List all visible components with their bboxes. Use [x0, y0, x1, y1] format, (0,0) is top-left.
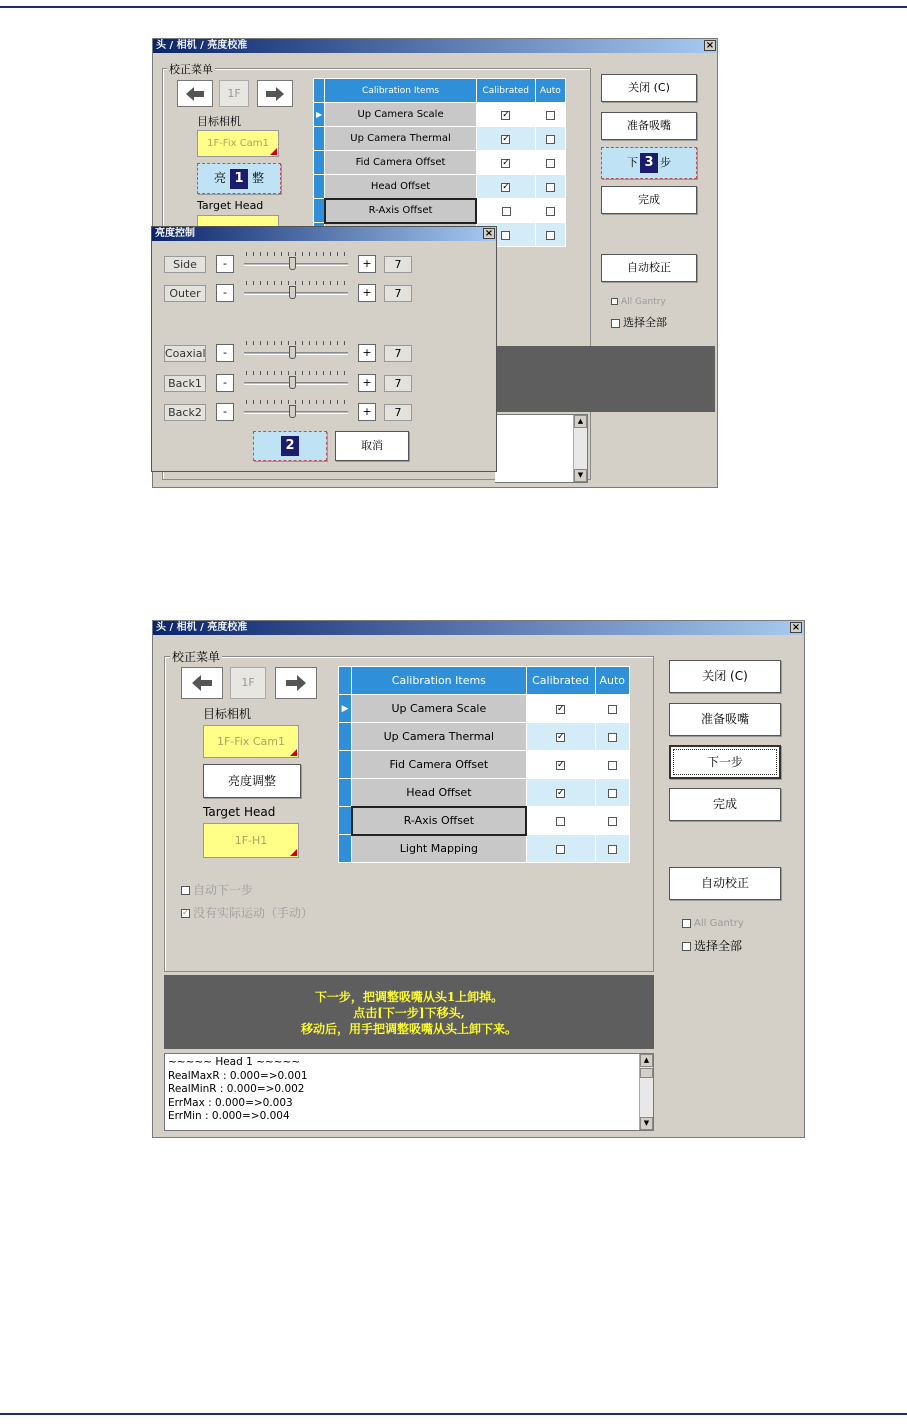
calibration-window-step1 [152, 38, 718, 488]
brightness-close-icon[interactable]: × [484, 228, 494, 239]
table-corner [314, 79, 325, 103]
close-icon[interactable]: × [705, 40, 715, 51]
col-header-auto: Auto [535, 79, 565, 103]
next-step-button[interactable] [601, 147, 697, 179]
floor-display: 1F [230, 667, 266, 699]
message-line: 移动后，用手把调整吸嘴从头上卸下来。 [300, 1022, 517, 1036]
log-box [164, 1053, 654, 1131]
step-marker-2: 2 [281, 436, 299, 456]
brightness-adjust-button[interactable]: 亮度调整 [203, 764, 301, 798]
next-step-button[interactable]: 下一步 [669, 745, 781, 779]
light-label-side: Side [164, 256, 206, 273]
select-all-label: 选择全部 [623, 316, 667, 329]
all-gantry-checkbox[interactable] [682, 918, 744, 929]
close-button[interactable]: 关闭 (C) [601, 74, 697, 102]
row-item: Head Offset [325, 175, 477, 199]
target-head-value: 1F-H1 [234, 834, 268, 847]
group-label: 校正菜单 [169, 63, 213, 76]
dropdown-corner-icon [270, 148, 277, 155]
select-all-checkbox[interactable] [682, 937, 742, 954]
calibrated-checkbox[interactable]: ✓ [476, 151, 535, 175]
outer-minus-button[interactable]: - [216, 284, 234, 302]
outer-slider[interactable] [244, 280, 348, 302]
all-gantry-checkbox[interactable] [611, 297, 666, 307]
prepare-nozzle-button[interactable]: 准备吸嘴 [601, 112, 697, 140]
finish-button[interactable]: 完成 [669, 788, 781, 821]
close-icon[interactable]: × [791, 622, 801, 633]
close-button[interactable]: 关闭 (C) [669, 660, 781, 693]
row-indicator [339, 807, 352, 835]
calibrated-checkbox[interactable]: ✓ [526, 751, 595, 779]
back2-minus-button[interactable]: - [216, 403, 234, 421]
table-row[interactable] [339, 835, 630, 863]
calibrated-checkbox[interactable]: ✓ [526, 723, 595, 751]
brightness-dialog-title: 亮度控制 [152, 227, 496, 241]
calibration-table [338, 666, 630, 863]
calibrated-checkbox[interactable] [476, 199, 535, 223]
target-camera-value: 1F-Fix Cam1 [207, 138, 269, 149]
next-partial-right: 步 [660, 156, 671, 169]
auto-checkbox[interactable] [595, 807, 630, 835]
log-line: ErrMax : 0.000=>0.003 [168, 1096, 293, 1109]
message-panel-step1 [495, 346, 715, 412]
back1-slider[interactable] [244, 370, 348, 392]
row-item: Up Camera Thermal [352, 723, 526, 751]
side-minus-button[interactable]: - [216, 255, 234, 273]
auto-checkbox[interactable] [535, 223, 565, 247]
light-label-coaxial: Coaxial [165, 347, 206, 360]
target-camera-label: 目标相机 [203, 707, 252, 721]
window-title: 头 / 相机 / 亮度校准 [153, 39, 717, 53]
auto-checkbox[interactable] [535, 103, 565, 127]
log-line: ErrMin : 0.000=>0.004 [168, 1110, 290, 1122]
scroll-thumb[interactable] [640, 1068, 653, 1078]
arrow-right-icon [266, 87, 284, 101]
row-item: Up Camera Scale [352, 695, 526, 723]
log-scrollbar[interactable] [639, 1054, 653, 1130]
table-row[interactable] [314, 151, 566, 175]
calibrated-checkbox[interactable] [526, 807, 595, 835]
table-row[interactable] [339, 807, 630, 835]
target-camera-select[interactable] [203, 725, 299, 758]
table-row[interactable] [339, 779, 630, 807]
prev-floor-button[interactable] [181, 667, 223, 699]
step-marker-1: 1 [230, 169, 248, 189]
group-label: 校正菜单 [172, 650, 221, 664]
auto-checkbox[interactable] [535, 151, 565, 175]
step-marker-3: 3 [640, 153, 658, 173]
row-indicator [339, 835, 352, 863]
row-indicator [339, 779, 352, 807]
side-value: 7 [384, 256, 412, 273]
coaxial-minus-button[interactable]: - [216, 344, 234, 362]
prev-floor-button[interactable] [177, 80, 213, 107]
auto-checkbox[interactable] [595, 835, 630, 863]
page-top-rule [0, 6, 907, 8]
log-line: ~~~~~ Head 1 ~~~~~ [168, 1056, 301, 1068]
calibration-window-step2 [152, 620, 805, 1138]
scroll-up-icon[interactable]: ▲ [574, 415, 587, 428]
message-line: 下一步，把调整吸嘴从头1上卸掉。 [314, 990, 504, 1004]
finish-button[interactable]: 完成 [601, 186, 697, 214]
outer-value: 7 [384, 285, 412, 302]
row-item: Up Camera Scale [325, 103, 477, 127]
arrow-right-icon [286, 675, 306, 691]
row-indicator [339, 723, 352, 751]
coaxial-plus-button[interactable]: + [358, 344, 376, 362]
coaxial-value: 7 [384, 345, 412, 362]
row-indicator [339, 751, 352, 779]
row-indicator [314, 151, 325, 175]
col-header-items: Calibration Items [352, 667, 526, 695]
target-camera-select[interactable] [197, 130, 279, 157]
coaxial-slider[interactable] [244, 340, 348, 362]
target-camera-value: 1F-Fix Cam1 [216, 735, 286, 748]
back1-minus-button[interactable]: - [216, 374, 234, 392]
auto-checkbox[interactable] [595, 751, 630, 779]
auto-checkbox[interactable] [595, 695, 630, 723]
col-header-items: Calibration Items [325, 79, 477, 103]
row-item: Fid Camera Offset [325, 151, 477, 175]
calibrated-checkbox[interactable] [526, 835, 595, 863]
floor-display: 1F [219, 80, 249, 107]
table-row[interactable] [339, 695, 630, 723]
light-label-back1: Back1 [164, 375, 206, 392]
calibrated-checkbox[interactable]: ✓ [476, 127, 535, 151]
brightness-partial-right: 整 [252, 171, 265, 185]
row-item: Light Mapping [352, 835, 526, 863]
calibrated-checkbox[interactable]: ✓ [526, 695, 595, 723]
brightness-partial-left: 亮 [213, 171, 226, 185]
auto-calibrate-button[interactable]: 自动校正 [669, 867, 781, 900]
target-head-label: Target Head [197, 199, 264, 212]
outer-plus-button[interactable]: + [358, 284, 376, 302]
no-actual-motion-label: 没有实际运动（手动） [193, 906, 314, 920]
row-item: Fid Camera Offset [352, 751, 526, 779]
scroll-down-icon[interactable]: ▼ [640, 1117, 653, 1130]
select-all-checkbox[interactable] [611, 314, 667, 330]
next-floor-button[interactable] [275, 667, 317, 699]
brightness-adjust-button[interactable] [197, 163, 281, 194]
next-floor-button[interactable] [257, 80, 293, 107]
select-all-label: 选择全部 [694, 939, 743, 953]
light-label-back2: Back2 [164, 404, 206, 421]
brightness-cancel-button[interactable]: 取消 [335, 431, 409, 461]
auto-checkbox[interactable] [535, 127, 565, 151]
row-indicator-icon: ▶ [314, 103, 325, 127]
back1-plus-button[interactable]: + [358, 374, 376, 392]
scroll-up-icon[interactable]: ▲ [640, 1054, 653, 1067]
scroll-down-icon[interactable]: ▼ [574, 469, 587, 482]
table-row[interactable] [314, 103, 566, 127]
message-line: 点击[下一步]下移头, [353, 1006, 465, 1020]
dropdown-corner-icon [290, 849, 297, 856]
target-camera-label: 目标相机 [197, 115, 241, 128]
row-indicator [314, 175, 325, 199]
back2-slider[interactable] [244, 399, 348, 421]
all-gantry-label: All Gantry [694, 918, 744, 929]
col-header-calibrated: Calibrated [526, 667, 595, 695]
log-box-step1 [495, 414, 588, 483]
back1-value: 7 [384, 375, 412, 392]
auto-checkbox[interactable] [595, 779, 630, 807]
next-partial-left: 下 [627, 156, 638, 169]
no-actual-motion-checkbox[interactable]: ✓ 没有实际运动（手动） [182, 906, 314, 920]
window-title: 头 / 相机 / 亮度校准 [153, 621, 804, 635]
auto-next-label: 自动下一步 [193, 883, 254, 897]
back2-value: 7 [384, 404, 412, 421]
side-plus-button[interactable]: + [358, 255, 376, 273]
prepare-nozzle-button[interactable]: 准备吸嘴 [669, 703, 781, 736]
table-row[interactable] [314, 175, 566, 199]
brightness-dialog [151, 226, 497, 472]
calibrated-checkbox[interactable]: ✓ [476, 175, 535, 199]
row-item: Head Offset [352, 779, 526, 807]
table-row[interactable] [314, 127, 566, 151]
page-bottom-rule [0, 1413, 907, 1415]
row-item: R-Axis Offset [352, 807, 526, 835]
auto-checkbox[interactable] [535, 175, 565, 199]
row-item: R-Axis Offset [325, 199, 477, 223]
col-header-calibrated: Calibrated [476, 79, 535, 103]
table-corner [339, 667, 352, 695]
calibration-table-step1 [313, 78, 566, 247]
log-line: RealMaxR : 0.000=>0.001 [168, 1069, 308, 1082]
dropdown-corner-icon [290, 749, 297, 756]
back2-plus-button[interactable]: + [358, 403, 376, 421]
table-row[interactable] [314, 199, 566, 223]
log-line: RealMinR : 0.000=>0.002 [168, 1083, 305, 1095]
calibrated-checkbox[interactable]: ✓ [476, 103, 535, 127]
row-indicator [314, 127, 325, 151]
log-scrollbar[interactable] [573, 415, 587, 482]
all-gantry-label: All Gantry [621, 297, 666, 307]
brightness-ok-button[interactable] [253, 431, 327, 461]
auto-checkbox[interactable] [535, 199, 565, 223]
message-panel [164, 975, 654, 1049]
light-label-outer: Outer [164, 285, 206, 302]
target-head-select[interactable] [203, 823, 299, 858]
table-row[interactable] [339, 751, 630, 779]
row-indicator [314, 199, 325, 223]
arrow-left-icon [186, 87, 204, 101]
auto-next-checkbox[interactable] [181, 881, 253, 898]
arrow-left-icon [192, 675, 212, 691]
side-slider[interactable] [244, 251, 348, 273]
row-indicator-icon: ▶ [339, 695, 352, 723]
calibrated-checkbox[interactable]: ✓ [526, 779, 595, 807]
row-item: Up Camera Thermal [325, 127, 477, 151]
target-head-label: Target Head [203, 805, 276, 819]
auto-checkbox[interactable] [595, 723, 630, 751]
auto-calibrate-button[interactable]: 自动校正 [601, 254, 697, 282]
table-row[interactable] [339, 723, 630, 751]
col-header-auto: Auto [595, 667, 630, 695]
